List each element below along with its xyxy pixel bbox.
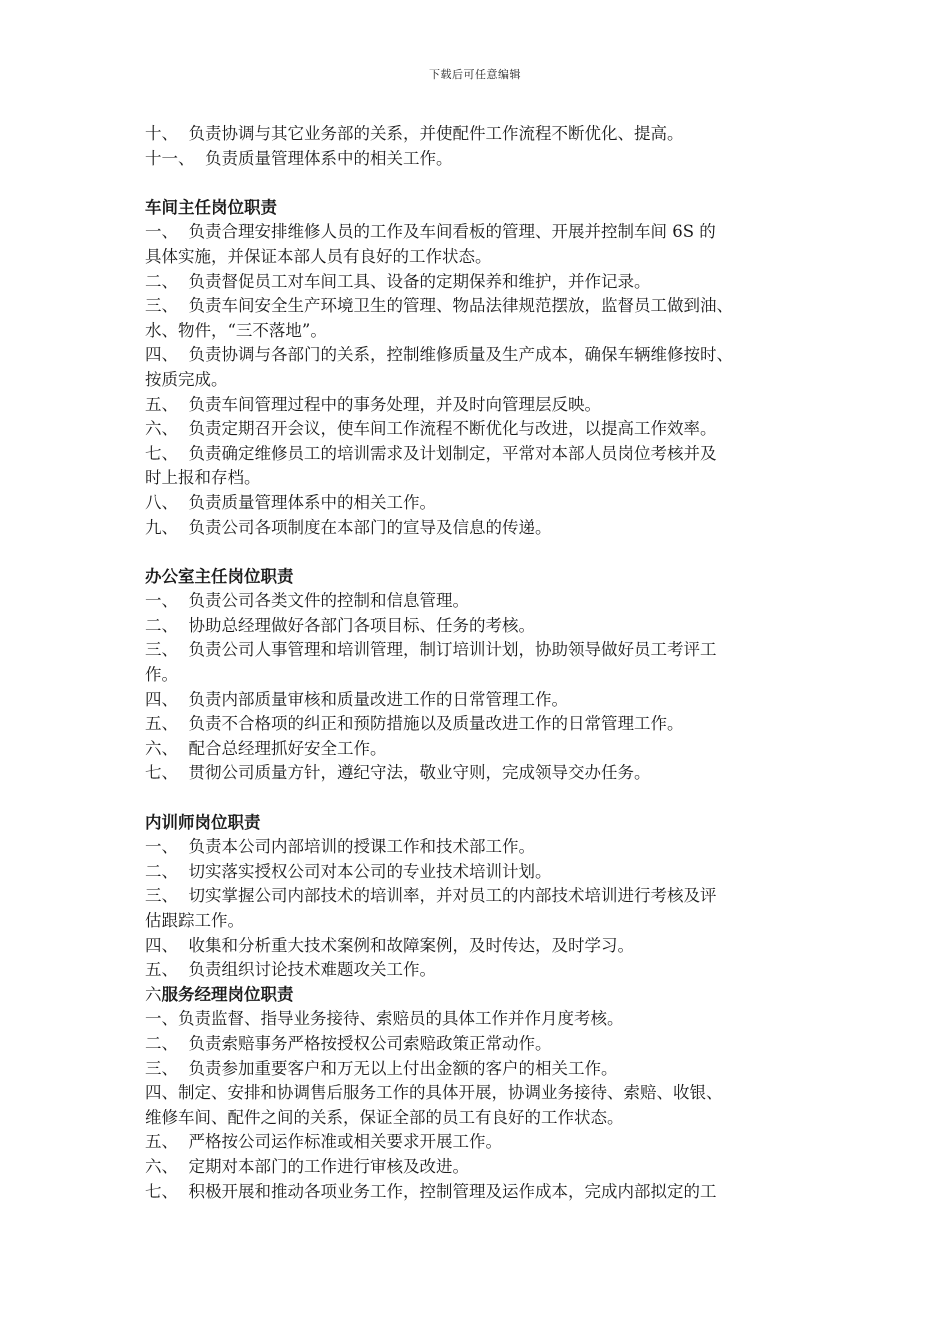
list-item: 二、 协助总经理做好各部门各项目标、任务的考核。	[145, 615, 535, 635]
list-item: 四、 负责协调与各部门的关系，控制维修质量及生产成本，确保车辆维修按时、	[145, 345, 733, 365]
list-item: 估跟踪工作。	[145, 911, 244, 930]
list-item: 五、 负责车间管理过程中的事务处理，并及时向管理层反映。	[145, 394, 601, 414]
section-title: 办公室主任岗位职责	[145, 566, 294, 586]
section-title: 车间主任岗位职责	[145, 197, 277, 217]
section-trainer	[145, 811, 825, 983]
intro-line-2: 十一、 负责质量管理体系中的相关工作。	[145, 148, 453, 168]
list-item: 六、 定期对本部门的工作进行审核及改进。	[145, 1156, 469, 1176]
list-item: 七、 负责确定维修员工的培训需求及计划制定，平常对本部人员岗位考核并及	[145, 443, 717, 463]
list-item: 九、 负责公司各项制度在本部门的宣导及信息的传递。	[145, 517, 552, 537]
section-office	[145, 565, 825, 786]
intro-line-1: 十、 负责协调与其它业务部的关系，并使配件工作流程不断优化、提高。	[145, 124, 684, 143]
section-service	[145, 983, 825, 1204]
list-item: 五、 负责不合格项的纠正和预防措施以及质量改进工作的日常管理工作。	[145, 714, 684, 734]
list-item: 七、 积极开展和推动各项业务工作，控制管理及运作成本，完成内部拟定的工	[145, 1181, 717, 1201]
list-item: 五、 负责组织讨论技术难题攻关工作。	[145, 960, 436, 980]
list-item: 三、 负责公司人事管理和培训管理，制订培训计划，协助领导做好员工考评工	[145, 640, 717, 660]
section-workshop	[145, 196, 825, 540]
document-body	[145, 122, 825, 1204]
list-item: 六、 配合总经理抓好安全工作。	[145, 738, 387, 758]
list-item: 八、 负责质量管理体系中的相关工作。	[145, 492, 436, 512]
section-title-prefix: 六	[145, 984, 162, 1004]
list-item: 六、 负责定期召开会议，使车间工作流程不断优化与改进，以提高工作效率。	[145, 419, 717, 439]
list-item: 一、 负责本公司内部培训的授课工作和技术部工作。	[145, 837, 535, 857]
list-item: 四、 收集和分析重大技术案例和故障案例，及时传达，及时学习。	[145, 935, 634, 955]
list-item: 七、 贯彻公司质量方针，遵纪守法，敬业守则，完成领导交办任务。	[145, 763, 651, 783]
list-item: 三、 负责参加重要客户和万无以上付出金额的客户的相关工作。	[145, 1058, 618, 1078]
list-item: 二、 负责索赔事务严格按授权公司索赔政策正常动作。	[145, 1033, 552, 1053]
list-item: 一、 负责公司各类文件的控制和信息管理。	[145, 591, 469, 611]
page-header: 下载后可任意编辑	[429, 68, 521, 81]
list-item: 四、制定、安排和协调售后服务工作的具体开展，协调业务接待、索赔、收银、	[145, 1083, 723, 1103]
list-item: 三、 切实掌握公司内部技术的培训率，并对员工的内部技术培训进行考核及评	[145, 886, 717, 906]
list-item: 一、 负责合理安排维修人员的工作及车间看板的管理、开展并控制车间 6S 的	[145, 222, 716, 242]
list-item: 二、 切实落实授权公司对本公司的专业技术培训计划。	[145, 861, 552, 881]
list-item: 按质完成。	[145, 369, 228, 389]
list-item: 水、物件，“三不落地”。	[145, 320, 327, 340]
list-item: 四、 负责内部质量审核和质量改进工作的日常管理工作。	[145, 689, 568, 709]
list-item: 三、 负责车间安全生产环境卫生的管理、物品法律规范摆放，监督员工做到油、	[145, 296, 733, 316]
list-item: 维修车间、配件之间的关系，保证全部的员工有良好的工作状态。	[145, 1107, 624, 1127]
list-item: 五、 严格按公司运作标准或相关要求开展工作。	[145, 1132, 502, 1152]
section-title: 内训师岗位职责	[145, 812, 261, 832]
section-title	[145, 983, 825, 1008]
list-item: 二、 负责督促员工对车间工具、设备的定期保养和维护，并作记录。	[145, 271, 651, 291]
list-item: 作。	[145, 665, 178, 685]
list-item: 时上报和存档。	[145, 468, 261, 488]
section-title-text: 服务经理岗位职责	[161, 984, 294, 1004]
list-item: 一、负责监督、指导业务接待、索赔员的具体工作并作月度考核。	[145, 1009, 624, 1029]
list-item: 具体实施，并保证本部人员有良好的工作状态。	[145, 246, 492, 266]
